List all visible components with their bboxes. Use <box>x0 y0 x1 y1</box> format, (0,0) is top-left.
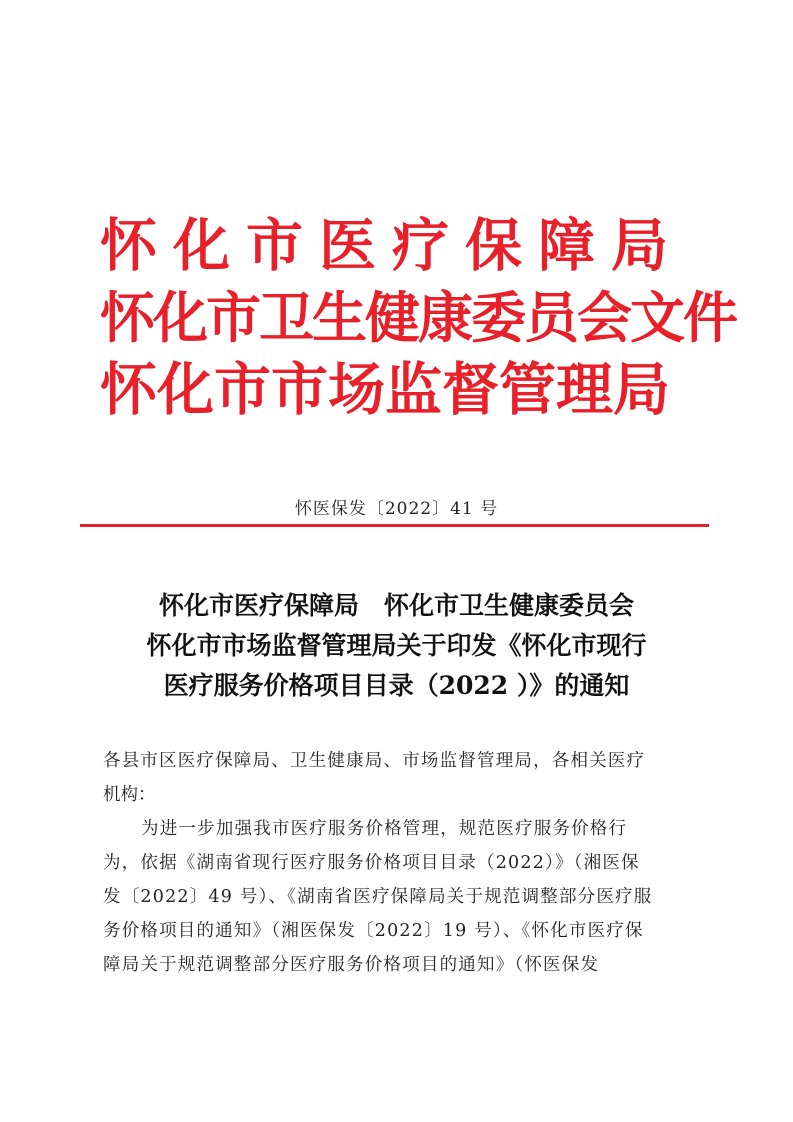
body-line: 为进一步加强我市医疗服务价格管理，规范医疗服务价格行 <box>141 819 628 839</box>
title-line: 怀化市市场监督管理局关于印发《怀化市现行 <box>146 631 647 660</box>
body-line: 障局关于规范调整部分医疗服务价格项目的通知》（怀医保发 <box>103 955 600 975</box>
red-divider-line <box>80 524 709 527</box>
body-line: 务价格项目的通知》（湘医保发〔2022〕19 号）、《怀化市医疗保 <box>103 921 644 941</box>
salutation-line: 各县市区医疗保障局、卫生健康局、市场监督管理局，各相关医疗 <box>103 751 646 771</box>
agency-name-market-supervision: 怀化市市场监督管理局 <box>100 356 670 423</box>
document-number: 怀医保发〔2022〕41 号 <box>294 499 499 519</box>
title-line: 医疗服务价格项目目录（2022 ）》的通知 <box>163 671 630 700</box>
issuing-agencies-header <box>100 210 737 426</box>
title-line: 怀化市医疗保障局 怀化市卫生健康委员会 <box>158 591 634 620</box>
body-line: 发〔2022〕49 号）、《湖南省医疗保障局关于规范调整部分医疗服 <box>103 887 653 907</box>
agency-name-health-commission: 怀化市卫生健康委员会文件 <box>100 285 737 350</box>
document-body <box>103 744 703 982</box>
agency-name-medical-security: 怀化市医疗保障局 <box>100 212 684 279</box>
salutation-line: 机构： <box>103 785 156 805</box>
document-title <box>60 586 733 706</box>
body-line: 为，依据《湖南省现行医疗服务价格项目目录（2022）》（湘医保 <box>103 853 640 873</box>
